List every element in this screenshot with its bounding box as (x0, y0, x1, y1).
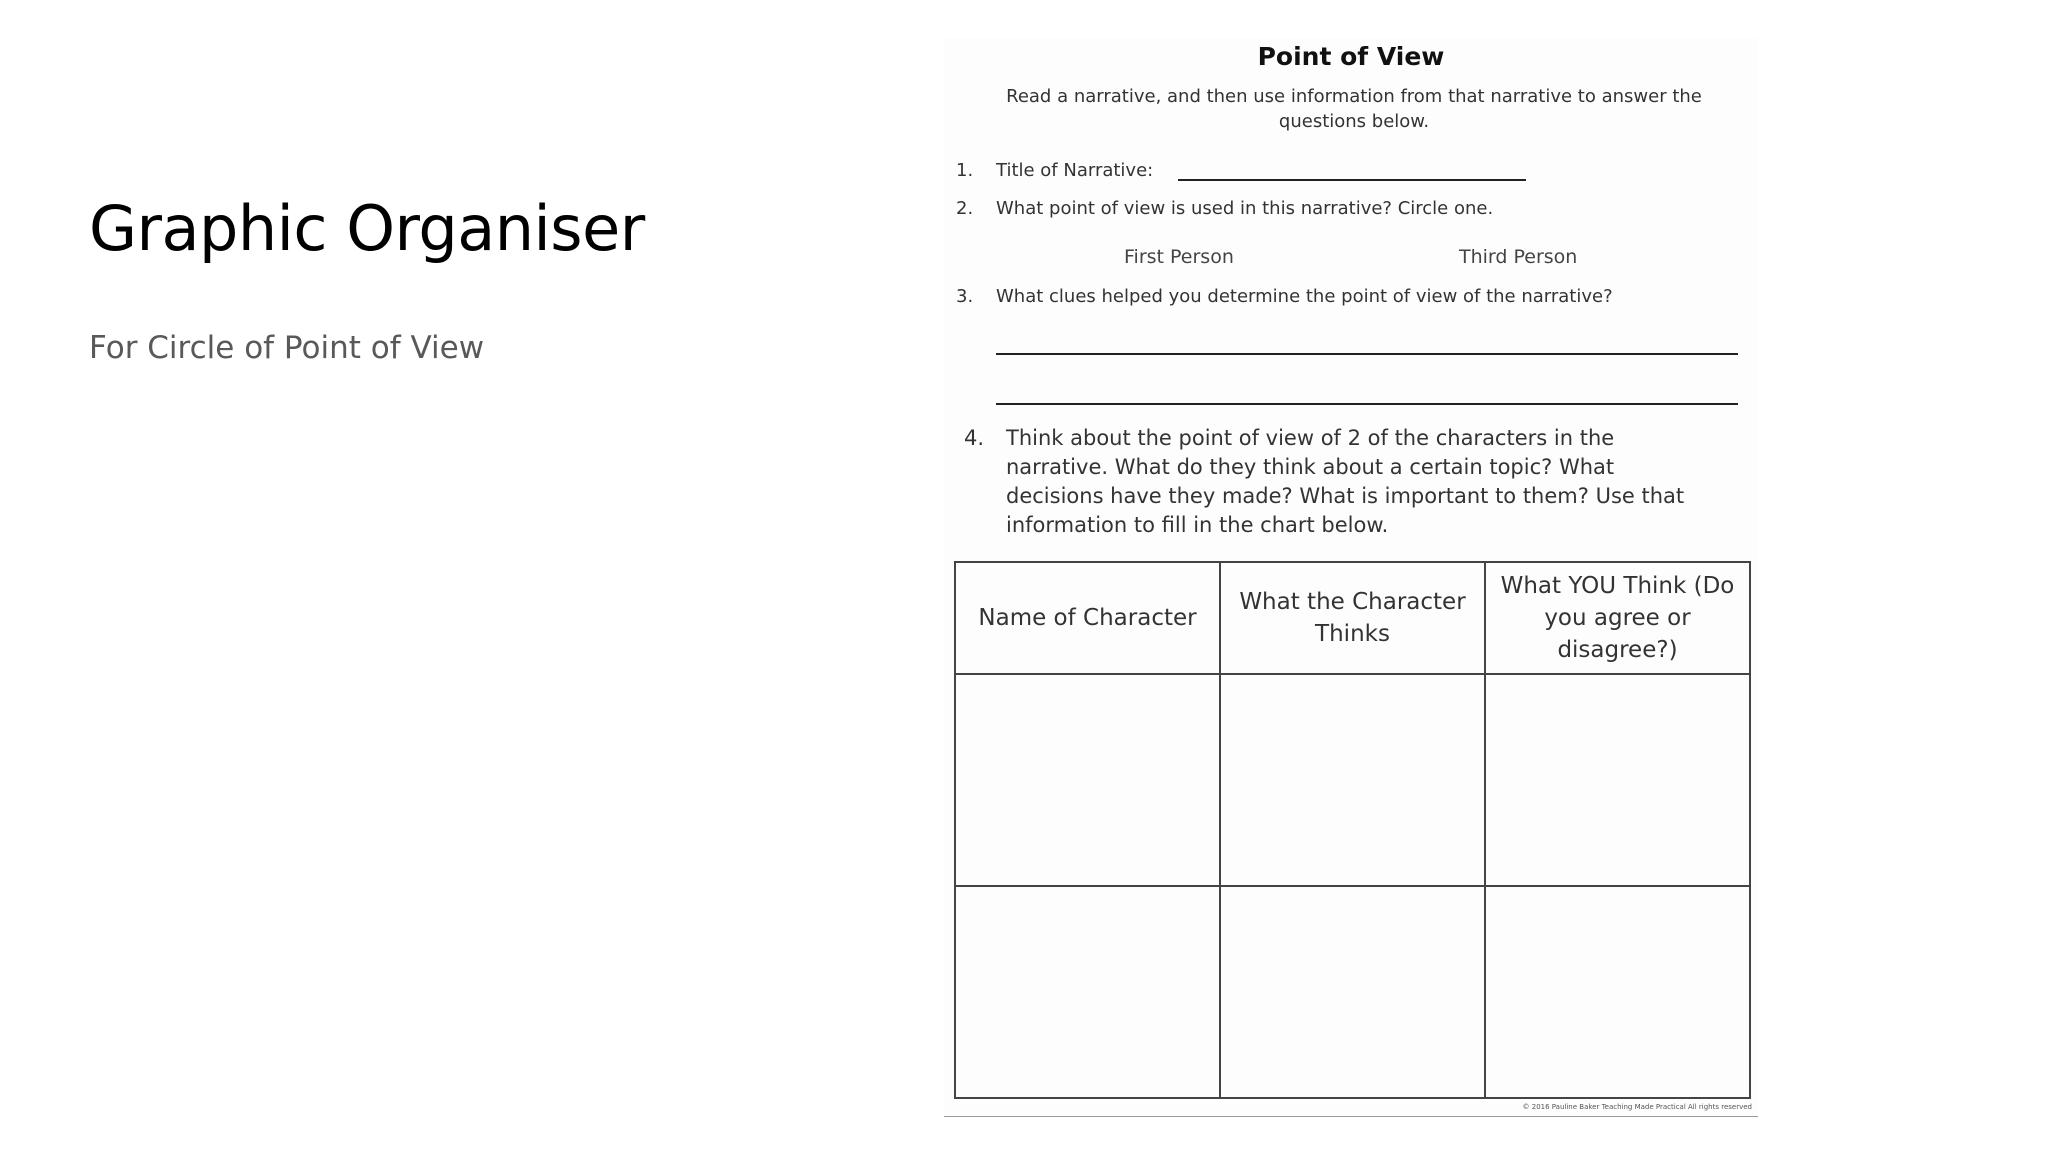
question-number: 3. (956, 286, 974, 307)
title-answer-line (1178, 179, 1526, 181)
question-number: 2. (956, 198, 974, 219)
header-name-of-character: Name of Character (955, 562, 1220, 674)
worksheet-instructions: Read a narrative, and then use information from that narrative to answer the questions below. (1006, 86, 1702, 132)
question-text: What point of view is used in this narrative? Circle one. (996, 198, 1494, 219)
question-number: 1. (956, 160, 974, 181)
worksheet-image (944, 38, 1758, 1118)
question-2 (956, 198, 1746, 222)
slide-title: Graphic Organiser (89, 192, 645, 265)
question-3 (956, 286, 1746, 310)
slide-subtitle: For Circle of Point of View (89, 330, 485, 366)
chart-cell (955, 886, 1220, 1098)
chart-cell (1485, 886, 1750, 1098)
option-first-person: First Person (1124, 246, 1234, 268)
question-number: 4. (964, 426, 985, 450)
clues-answer-line-1 (996, 353, 1738, 355)
header-character-thinks: What the Character Thinks (1220, 562, 1485, 674)
option-third-person: Third Person (1459, 246, 1578, 268)
question-text: What clues helped you determine the point of view of the narrative? (996, 286, 1613, 307)
chart-cell (1485, 674, 1750, 886)
chart-row (955, 886, 1750, 1098)
chart-cell (1220, 674, 1485, 886)
worksheet-title: Point of View (1257, 42, 1445, 71)
copyright-text: © 2016 Pauline Baker Teaching Made Practical All rights reserved (1522, 1103, 1752, 1111)
clues-answer-line-2 (996, 403, 1738, 405)
question-text: Think about the point of view of 2 of the characters in the narrative. What do they think about a certain topic? What decisions have they made? What is important to them? Use that information to fill in the chart below. (1006, 426, 1685, 537)
chart-cell (955, 674, 1220, 886)
header-you-think: What YOU Think (Do you agree or disagree?) (1485, 562, 1750, 674)
chart-row (955, 674, 1750, 886)
question-text: Title of Narrative: (996, 160, 1154, 181)
chart-header-row (955, 562, 1750, 674)
footer-divider (944, 1116, 1758, 1117)
chart-cell (1220, 886, 1485, 1098)
character-chart (954, 561, 1751, 1099)
